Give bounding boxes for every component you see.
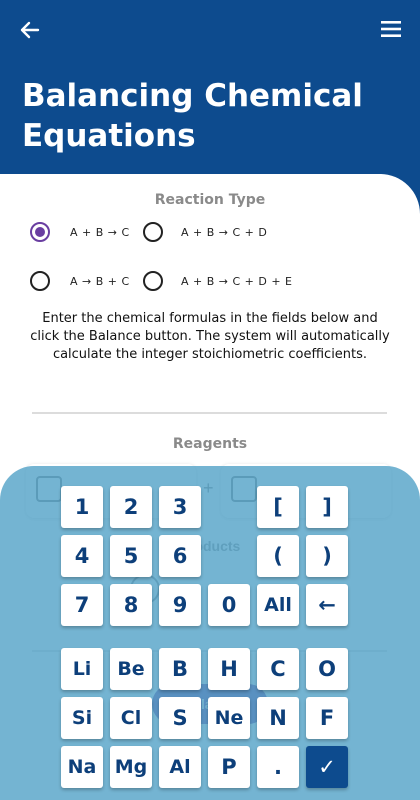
key-be[interactable]: Be (110, 648, 152, 690)
key-n[interactable]: N (257, 697, 299, 739)
key-h[interactable]: H (208, 648, 250, 690)
page-title: Balancing Chemical Equations (22, 78, 363, 154)
reaction-type-label: Reaction Type (154, 192, 266, 208)
key-1[interactable]: 1 (61, 486, 103, 528)
menu-button[interactable] (380, 18, 402, 40)
arrow-left-icon (16, 16, 44, 44)
key-c[interactable]: C (257, 648, 299, 690)
radio-reaction-3[interactable] (30, 271, 50, 291)
divider (32, 412, 387, 414)
key-paren-close[interactable]: ) (306, 535, 348, 577)
radio-reaction-3-label: A → B + C (70, 275, 130, 288)
key-0[interactable]: 0 (208, 584, 250, 626)
key-bracket-close[interactable]: ] (306, 486, 348, 528)
back-button[interactable] (16, 16, 44, 44)
reagents-label: Reagents (172, 436, 248, 452)
key-na[interactable]: Na (61, 746, 103, 788)
radio-reaction-4-label: A + B → C + D + E (181, 275, 293, 288)
key-7[interactable]: 7 (61, 584, 103, 626)
hamburger-menu-icon (380, 18, 402, 40)
radio-reaction-2-label: A + B → C + D (181, 226, 268, 239)
key-o[interactable]: O (306, 648, 348, 690)
key-8[interactable]: 8 (110, 584, 152, 626)
instructions-text: Enter the chemical formulas in the fields below and click the Balance button. The system will automatically calculate the integer stoichiometric coefficients. (30, 311, 390, 362)
key-ne[interactable]: Ne (208, 697, 250, 739)
key-li[interactable]: Li (61, 648, 103, 690)
key-p[interactable]: P (208, 746, 250, 788)
key-b[interactable]: B (159, 648, 201, 690)
key-2[interactable]: 2 (110, 486, 152, 528)
key-s[interactable]: S (159, 697, 201, 739)
key-al[interactable]: Al (159, 746, 201, 788)
key-9[interactable]: 9 (159, 584, 201, 626)
key-backspace[interactable]: ← (306, 584, 348, 626)
key-paren-open[interactable]: ( (257, 535, 299, 577)
key-confirm[interactable]: ✓ (306, 746, 348, 788)
key-si[interactable]: Si (61, 697, 103, 739)
app-header (0, 0, 420, 200)
key-f[interactable]: F (306, 697, 348, 739)
key-bracket-open[interactable]: [ (257, 486, 299, 528)
key-3[interactable]: 3 (159, 486, 201, 528)
chemical-keyboard (0, 466, 420, 800)
key-dot[interactable]: . (257, 746, 299, 788)
key-6[interactable]: 6 (159, 535, 201, 577)
key-mg[interactable]: Mg (110, 746, 152, 788)
key-cl[interactable]: Cl (110, 697, 152, 739)
radio-reaction-4[interactable] (143, 271, 163, 291)
key-all[interactable]: All (257, 584, 299, 626)
radio-reaction-1-label: A + B → C (70, 226, 130, 239)
key-4[interactable]: 4 (61, 535, 103, 577)
radio-reaction-1[interactable] (30, 222, 50, 242)
key-5[interactable]: 5 (110, 535, 152, 577)
radio-reaction-2[interactable] (143, 222, 163, 242)
